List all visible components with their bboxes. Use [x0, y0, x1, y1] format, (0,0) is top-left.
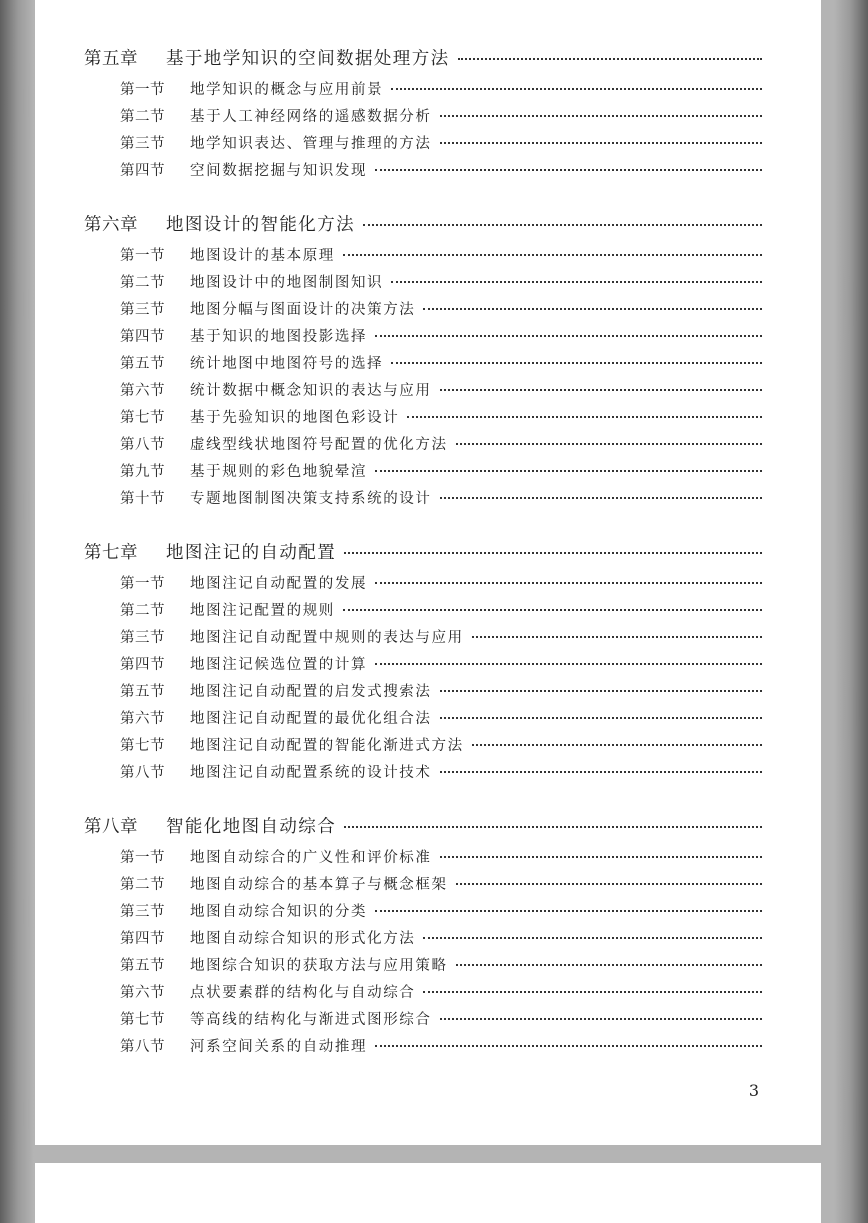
section-label: 第五节: [120, 356, 165, 372]
section-label: 第八节: [120, 765, 165, 781]
section-label: 第七节: [120, 1012, 165, 1028]
section-title: 基于知识的地图投影选择: [190, 329, 368, 345]
section-label: 第四节: [120, 163, 165, 179]
section-entry: [84, 297, 762, 324]
section-title: 地图自动综合知识的形式化方法: [190, 931, 416, 947]
section-entry: [84, 270, 762, 297]
chapter-heading: [84, 809, 762, 845]
section-label: 第六节: [120, 985, 165, 1001]
section-label: 第二节: [120, 109, 165, 125]
dot-leader: [343, 254, 762, 256]
section-title: 虚线型线状地图符号配置的优化方法: [190, 437, 448, 453]
section-entry: [84, 706, 762, 733]
chapter-title: 智能化地图自动综合: [166, 817, 337, 837]
table-of-contents: [84, 41, 762, 1061]
section-entry: [84, 571, 762, 598]
section-entry: [84, 158, 762, 185]
chapter-title: 地图注记的自动配置: [166, 543, 337, 563]
section-title: 地图设计的基本原理: [190, 248, 335, 264]
section-label: 第一节: [120, 82, 165, 98]
chapter-heading: [84, 535, 762, 571]
section-label: 第二节: [120, 877, 165, 893]
section-label: 第八节: [120, 1039, 165, 1055]
section-title: 地图注记自动配置的智能化渐进式方法: [190, 738, 464, 754]
dot-leader: [440, 690, 763, 692]
section-label: 第六节: [120, 383, 165, 399]
section-entry: [84, 405, 762, 432]
section-title: 专题地图制图决策支持系统的设计: [190, 491, 432, 507]
dot-leader: [440, 497, 763, 499]
dot-leader: [423, 308, 762, 310]
section-label: 第四节: [120, 931, 165, 947]
section-title: 统计地图中地图符号的选择: [190, 356, 384, 372]
section-label: 第一节: [120, 850, 165, 866]
section-title: 地图注记自动配置的发展: [190, 576, 368, 592]
dot-leader: [423, 991, 762, 993]
section-title: 地学知识表达、管理与推理的方法: [190, 136, 432, 152]
section-entry: [84, 926, 762, 953]
dot-leader: [472, 744, 762, 746]
section-label: 第三节: [120, 630, 165, 646]
chapter-label: 第六章: [84, 215, 138, 235]
section-title: 地图注记配置的规则: [190, 603, 335, 619]
document-page: [35, 0, 821, 1145]
section-label: 第七节: [120, 738, 165, 754]
section-entry: [84, 679, 762, 706]
section-title: 地图自动综合的广义性和评价标准: [190, 850, 432, 866]
chapter-title: 地图设计的智能化方法: [166, 215, 355, 235]
dot-leader: [391, 281, 762, 283]
section-label: 第四节: [120, 329, 165, 345]
dot-leader: [423, 937, 762, 939]
section-label: 第八节: [120, 437, 165, 453]
section-label: 第一节: [120, 248, 165, 264]
dot-leader: [391, 88, 762, 90]
section-entry: [84, 378, 762, 405]
dot-leader: [456, 443, 762, 445]
dot-leader: [391, 362, 762, 364]
section-title: 地图设计中的地图制图知识: [190, 275, 384, 291]
dot-leader: [363, 224, 762, 226]
section-entry: [84, 243, 762, 270]
section-entry: [84, 845, 762, 872]
section-label: 第三节: [120, 136, 165, 152]
section-entry: [84, 872, 762, 899]
dot-leader: [375, 169, 762, 171]
section-entry: [84, 104, 762, 131]
toc-chapter: [84, 41, 762, 185]
section-entry: [84, 351, 762, 378]
toc-chapter: [84, 809, 762, 1061]
section-label: 第一节: [120, 576, 165, 592]
section-label: 第五节: [120, 958, 165, 974]
dot-leader: [375, 335, 762, 337]
section-title: 空间数据挖掘与知识发现: [190, 163, 368, 179]
section-entry: [84, 652, 762, 679]
section-label: 第五节: [120, 684, 165, 700]
section-title: 地图注记候选位置的计算: [190, 657, 368, 673]
chapter-heading: [84, 41, 762, 77]
dot-leader: [344, 826, 762, 828]
section-entry: [84, 324, 762, 351]
chapter-title: 基于地学知识的空间数据处理方法: [166, 49, 450, 69]
dot-leader: [456, 883, 762, 885]
dot-leader: [407, 416, 762, 418]
section-entry: [84, 598, 762, 625]
section-title: 河系空间关系的自动推理: [190, 1039, 368, 1055]
dot-leader: [375, 663, 762, 665]
dot-leader: [375, 1045, 762, 1047]
dot-leader: [440, 717, 763, 719]
dot-leader: [458, 58, 763, 60]
dot-leader: [440, 1018, 763, 1020]
dot-leader: [472, 636, 762, 638]
section-entry: [84, 77, 762, 104]
dot-leader: [343, 609, 762, 611]
section-entry: [84, 980, 762, 1007]
section-label: 第十节: [120, 491, 165, 507]
section-label: 第三节: [120, 904, 165, 920]
section-label: 第四节: [120, 657, 165, 673]
section-title: 基于先验知识的地图色彩设计: [190, 410, 400, 426]
dot-leader: [440, 115, 763, 117]
dot-leader: [375, 582, 762, 584]
section-entry: [84, 131, 762, 158]
dot-leader: [440, 142, 763, 144]
section-label: 第六节: [120, 711, 165, 727]
section-title: 地图综合知识的获取方法与应用策略: [190, 958, 448, 974]
chapter-heading: [84, 207, 762, 243]
section-entry: [84, 486, 762, 513]
section-entry: [84, 1007, 762, 1034]
section-entry: [84, 733, 762, 760]
section-title: 基于规则的彩色地貌晕渲: [190, 464, 368, 480]
section-label: 第二节: [120, 275, 165, 291]
section-label: 第三节: [120, 302, 165, 318]
chapter-label: 第七章: [84, 543, 138, 563]
section-entry: [84, 953, 762, 980]
dot-leader: [440, 389, 763, 391]
section-title: 等高线的结构化与渐进式图形综合: [190, 1012, 432, 1028]
section-title: 地学知识的概念与应用前景: [190, 82, 384, 98]
next-page: [35, 1163, 821, 1223]
section-title: 地图自动综合知识的分类: [190, 904, 368, 920]
section-title: 地图注记自动配置系统的设计技术: [190, 765, 432, 781]
section-title: 地图注记自动配置中规则的表达与应用: [190, 630, 464, 646]
section-title: 地图注记自动配置的最优化组合法: [190, 711, 432, 727]
section-title: 地图分幅与图面设计的决策方法: [190, 302, 416, 318]
dot-leader: [456, 964, 762, 966]
dot-leader: [440, 771, 763, 773]
section-entry: [84, 432, 762, 459]
section-entry: [84, 1034, 762, 1061]
section-title: 基于人工神经网络的遥感数据分析: [190, 109, 432, 125]
chapter-label: 第八章: [84, 817, 138, 837]
page-number: 3: [748, 1081, 759, 1100]
dot-leader: [375, 470, 762, 472]
section-entry: [84, 760, 762, 787]
section-title: 地图注记自动配置的启发式搜索法: [190, 684, 432, 700]
chapter-label: 第五章: [84, 49, 138, 69]
toc-chapter: [84, 535, 762, 787]
toc-chapter: [84, 207, 762, 513]
dot-leader: [344, 552, 762, 554]
section-title: 地图自动综合的基本算子与概念框架: [190, 877, 448, 893]
section-title: 点状要素群的结构化与自动综合: [190, 985, 416, 1001]
section-label: 第七节: [120, 410, 165, 426]
section-entry: [84, 625, 762, 652]
dot-leader: [440, 856, 763, 858]
section-entry: [84, 459, 762, 486]
section-entry: [84, 899, 762, 926]
section-title: 统计数据中概念知识的表达与应用: [190, 383, 432, 399]
section-label: 第九节: [120, 464, 165, 480]
section-label: 第二节: [120, 603, 165, 619]
dot-leader: [375, 910, 762, 912]
